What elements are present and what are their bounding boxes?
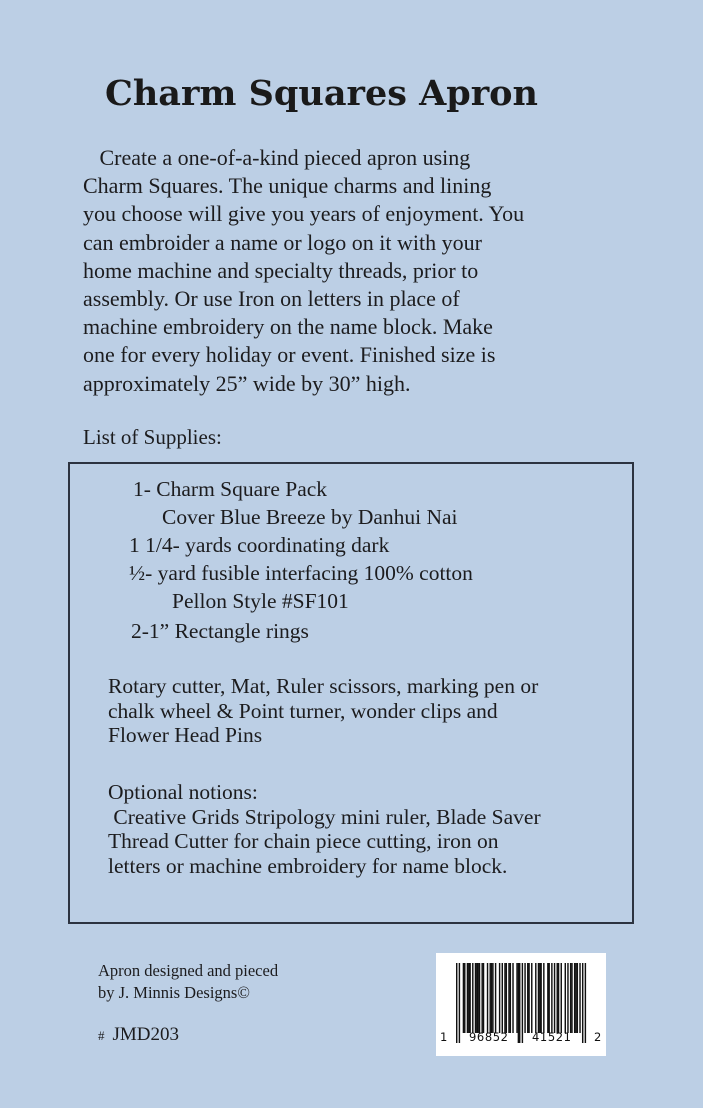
barcode-bar xyxy=(543,963,544,1033)
barcode-bar xyxy=(527,963,528,1033)
barcode-bar xyxy=(557,963,558,1033)
supply-item: 1 1/4- yards coordinating dark xyxy=(129,533,390,557)
barcode-bar xyxy=(575,963,576,1033)
barcode-bar xyxy=(547,963,548,1033)
barcode-bar xyxy=(538,963,539,1033)
barcode-bar xyxy=(506,963,507,1033)
barcode-bar xyxy=(483,963,484,1033)
intro-line: machine embroidery on the name block. Make xyxy=(83,314,493,340)
barcode-bar xyxy=(567,963,568,1033)
barcode-bar xyxy=(472,963,473,1033)
supply-item: ½- yard fusible interfacing 100% cotton xyxy=(129,561,473,585)
barcode-digit: 2 xyxy=(594,1030,602,1044)
barcode-bar xyxy=(577,963,578,1033)
optional-line: Creative Grids Stripology mini ruler, Blade Saver xyxy=(108,804,541,829)
barcode-bar xyxy=(463,963,464,1033)
intro-line: can embroider a name or logo on it with your xyxy=(83,229,482,255)
barcode-bar xyxy=(464,963,465,1033)
barcode-bar xyxy=(570,963,571,1033)
upc-barcode-icon xyxy=(436,953,606,1056)
optional-notions xyxy=(108,780,628,878)
barcode-bars xyxy=(436,953,606,1056)
optional-heading: Optional notions: xyxy=(108,780,258,804)
barcode-bar xyxy=(531,963,532,1033)
tools-line: Rotary cutter, Mat, Ruler scissors, marking pen or xyxy=(108,674,539,698)
barcode-bar xyxy=(528,963,529,1033)
optional-line: letters or machine embroidery for name block. xyxy=(108,853,508,878)
barcode-digit: 96852 xyxy=(469,1030,509,1044)
intro-line: Create a one-of-a-kind pieced apron using xyxy=(83,145,471,170)
barcode-bar xyxy=(579,963,580,1033)
credit-line: by J. Minnis Designs© xyxy=(98,983,250,1002)
barcode-digit: 41521 xyxy=(532,1030,572,1044)
pattern-number xyxy=(98,1023,179,1048)
barcode-digit: 1 xyxy=(440,1030,448,1044)
barcode-bar xyxy=(504,963,505,1033)
intro-paragraph xyxy=(83,144,603,398)
barcode-bar xyxy=(565,963,566,1033)
intro-line: home machine and specialty threads, prior to xyxy=(83,257,479,283)
barcode-bar xyxy=(459,963,460,1043)
barcode-bar xyxy=(491,963,492,1033)
hash-symbol: # xyxy=(98,1028,105,1043)
pattern-code: JMD203 xyxy=(112,1024,180,1045)
barcode-bar xyxy=(582,963,583,1043)
barcode-bar xyxy=(585,963,586,1043)
supplies-heading: List of Supplies: xyxy=(83,425,222,449)
intro-line: assembly. Or use Iron on letters in place of xyxy=(83,286,460,312)
supply-item: 2-1” Rectangle rings xyxy=(131,619,309,643)
barcode-bar xyxy=(508,963,509,1033)
barcode-bar xyxy=(490,963,491,1033)
page-title: Charm Squares Apron xyxy=(105,73,538,114)
tools-paragraph xyxy=(108,674,628,748)
supply-item: 1- Charm Square Pack xyxy=(133,477,328,501)
intro-line: one for every holiday or event. Finished size is xyxy=(83,342,496,368)
barcode-bar xyxy=(540,963,541,1033)
barcode-bar xyxy=(571,963,572,1033)
barcode-bar xyxy=(475,963,476,1033)
barcode-bar xyxy=(524,963,525,1033)
barcode-bar xyxy=(468,963,469,1033)
barcode-bar xyxy=(522,963,523,1043)
designer-credit xyxy=(98,960,278,1004)
barcode-bar xyxy=(512,963,513,1033)
supply-item-detail: Pellon Style #SF101 xyxy=(172,589,349,613)
barcode-bar xyxy=(519,963,520,1043)
barcode-bar xyxy=(499,963,500,1033)
barcode-bar xyxy=(510,963,511,1033)
barcode-bar xyxy=(479,963,480,1033)
barcode-bar xyxy=(558,963,559,1033)
barcode-bar xyxy=(467,963,468,1033)
credit-line: Apron designed and pieced xyxy=(98,961,279,980)
barcode-bar xyxy=(492,963,493,1033)
barcode-bar xyxy=(477,963,478,1033)
barcode-bar xyxy=(561,963,562,1033)
tools-line: chalk wheel & Point turner, wonder clips and xyxy=(108,698,498,723)
barcode-bar xyxy=(574,963,575,1033)
barcode-bar xyxy=(487,963,488,1033)
intro-line: Charm Squares. The unique charms and lining xyxy=(83,173,492,199)
barcode-bar xyxy=(456,963,457,1043)
barcode-bar xyxy=(502,963,503,1033)
intro-line: you choose will give you years of enjoyment. You xyxy=(83,201,525,227)
supply-item-detail: Cover Blue Breeze by Danhui Nai xyxy=(162,505,458,529)
barcode-bar xyxy=(518,963,519,1043)
tools-line: Flower Head Pins xyxy=(108,723,263,747)
barcode-bar xyxy=(548,963,549,1033)
intro-line: approximately 25” wide by 30” high. xyxy=(83,370,411,396)
barcode-bar xyxy=(516,963,517,1033)
barcode-bar xyxy=(495,963,496,1033)
barcode-bar xyxy=(476,963,477,1033)
barcode-bar xyxy=(469,963,470,1033)
barcode-bar xyxy=(551,963,552,1033)
optional-line: Thread Cutter for chain piece cutting, iron on xyxy=(108,829,499,853)
barcode-bar xyxy=(535,963,536,1033)
barcode-bar xyxy=(539,963,540,1033)
barcode-bar xyxy=(481,963,482,1033)
barcode-bar xyxy=(554,963,555,1033)
